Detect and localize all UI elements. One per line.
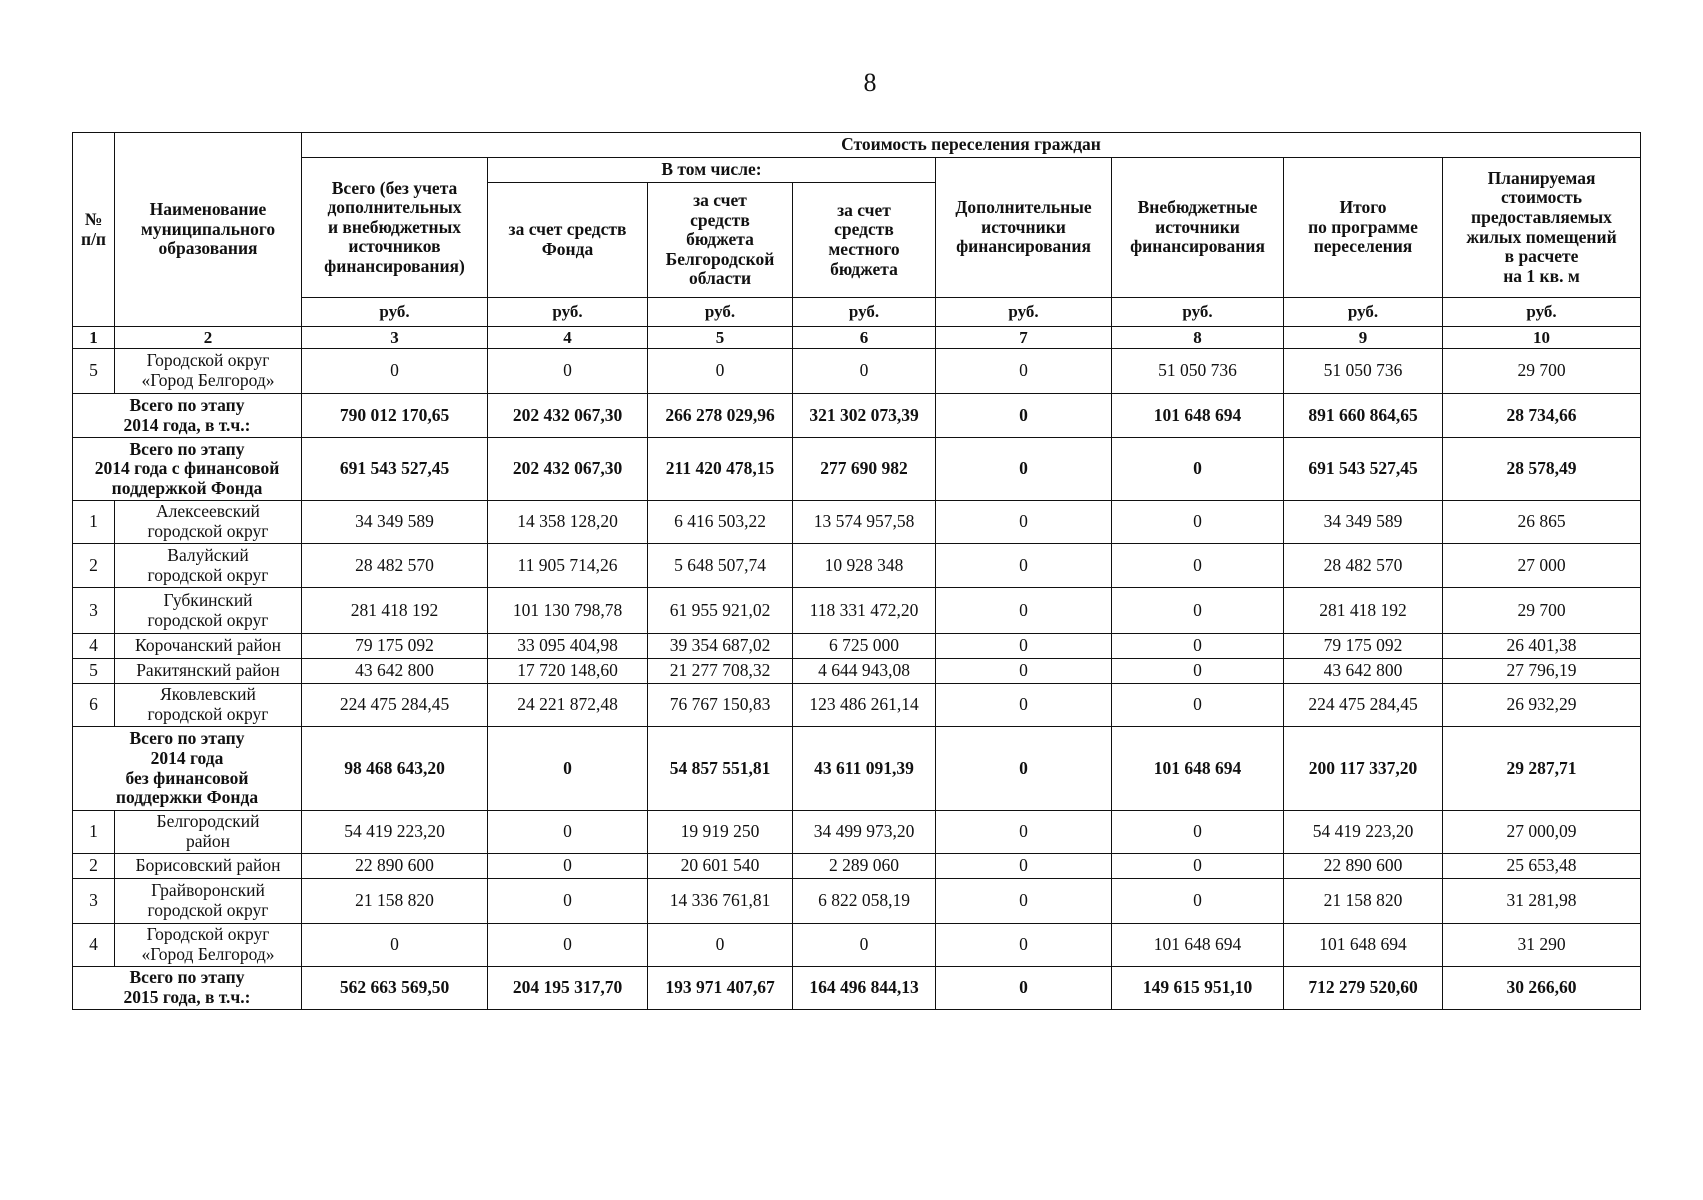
table-row <box>73 659 1641 684</box>
row-number: 1 <box>73 811 115 854</box>
value-cell: 0 <box>936 727 1112 811</box>
municipality-name: Губкинский городской округ <box>115 588 302 634</box>
column-number: 6 <box>793 327 936 349</box>
value-cell: 691 543 527,45 <box>1284 438 1443 501</box>
value-cell: 54 419 223,20 <box>1284 811 1443 854</box>
value-cell: 43 642 800 <box>302 659 488 684</box>
column-number: 10 <box>1443 327 1641 349</box>
table-row <box>73 879 1641 924</box>
summary-row <box>73 967 1641 1010</box>
header-region-text: за счет средств бюджета Белгородской области <box>665 190 775 289</box>
value-cell: 51 050 736 <box>1284 349 1443 394</box>
summary-row <box>73 394 1641 438</box>
summary-label: Всего по этапу 2014 года без финансовой поддержки Фонда <box>73 727 302 811</box>
value-cell: 4 644 943,08 <box>793 659 936 684</box>
row-number: 3 <box>73 879 115 924</box>
value-cell: 101 648 694 <box>1112 394 1284 438</box>
value-cell: 29 287,71 <box>1443 727 1641 811</box>
unit-cell <box>793 298 936 327</box>
table-row <box>73 811 1641 854</box>
value-cell: 54 419 223,20 <box>302 811 488 854</box>
page-number: 8 <box>863 68 877 97</box>
value-cell: 321 302 073,39 <box>793 394 936 438</box>
value-cell: 0 <box>488 924 648 967</box>
value-cell: 211 420 478,15 <box>648 438 793 501</box>
value-cell: 61 955 921,02 <box>648 588 793 634</box>
table-row <box>73 349 1641 394</box>
value-cell: 11 905 714,26 <box>488 544 648 588</box>
row-number: 4 <box>73 634 115 659</box>
unit-text: руб. <box>1347 302 1379 322</box>
table-row <box>73 544 1641 588</box>
unit-text: руб. <box>704 302 736 322</box>
value-cell: 22 890 600 <box>302 854 488 879</box>
value-cell: 224 475 284,45 <box>302 684 488 727</box>
municipality-name: Грайворонский городской округ <box>115 879 302 924</box>
value-cell: 31 281,98 <box>1443 879 1641 924</box>
value-cell: 202 432 067,30 <box>488 394 648 438</box>
summary-row <box>73 727 1641 811</box>
value-cell: 0 <box>1112 684 1284 727</box>
value-cell: 26 932,29 <box>1443 684 1641 727</box>
value-cell: 0 <box>1112 438 1284 501</box>
value-cell: 54 857 551,81 <box>648 727 793 811</box>
value-cell: 0 <box>1112 501 1284 544</box>
header-local-text: за счет средств местного бюджета <box>828 199 900 279</box>
value-cell: 43 611 091,39 <box>793 727 936 811</box>
unit-cell <box>1443 298 1641 327</box>
value-cell: 0 <box>1112 634 1284 659</box>
value-cell: 0 <box>793 349 936 394</box>
row-number: 6 <box>73 684 115 727</box>
value-cell: 34 349 589 <box>302 501 488 544</box>
municipality-name: Корочанский район <box>115 634 302 659</box>
value-cell: 118 331 472,20 <box>793 588 936 634</box>
value-cell: 101 130 798,78 <box>488 588 648 634</box>
value-cell: 193 971 407,67 <box>648 967 793 1010</box>
value-cell: 0 <box>1112 811 1284 854</box>
row-number: 5 <box>73 659 115 684</box>
summary-label: Всего по этапу 2014 года с финансовой поддержкой Фонда <box>73 438 302 501</box>
value-cell: 21 277 708,32 <box>648 659 793 684</box>
value-cell: 79 175 092 <box>302 634 488 659</box>
value-cell: 19 919 250 <box>648 811 793 854</box>
unit-text: руб. <box>1526 302 1557 322</box>
header-total-without <box>302 158 488 298</box>
value-cell: 0 <box>1112 588 1284 634</box>
value-cell: 21 158 820 <box>302 879 488 924</box>
value-cell: 6 416 503,22 <box>648 501 793 544</box>
value-cell: 39 354 687,02 <box>648 634 793 659</box>
unit-cell <box>648 298 793 327</box>
value-cell: 0 <box>648 349 793 394</box>
header-planned <box>1443 158 1641 298</box>
value-cell: 712 279 520,60 <box>1284 967 1443 1010</box>
value-cell: 101 648 694 <box>1284 924 1443 967</box>
value-cell: 51 050 736 <box>1112 349 1284 394</box>
value-cell: 28 482 570 <box>1284 544 1443 588</box>
value-cell: 691 543 527,45 <box>302 438 488 501</box>
header-planned-text: Планируемая стоимость предоставляемых жилых помещений в расчете на 1 кв. м <box>1466 167 1617 286</box>
value-cell: 277 690 982 <box>793 438 936 501</box>
header-additional-text: Дополнительные источники финансирования <box>955 197 1092 257</box>
value-cell: 24 221 872,48 <box>488 684 648 727</box>
table-row <box>73 634 1641 659</box>
municipality-name: Яковлевский городской округ <box>115 684 302 727</box>
table-row <box>73 588 1641 634</box>
value-cell: 149 615 951,10 <box>1112 967 1284 1010</box>
municipality-name: Алексеевский городской округ <box>115 501 302 544</box>
value-cell: 0 <box>936 588 1112 634</box>
value-cell: 27 000 <box>1443 544 1641 588</box>
value-cell: 0 <box>936 634 1112 659</box>
header-num <box>73 133 115 327</box>
value-cell: 101 648 694 <box>1112 924 1284 967</box>
value-cell: 6 725 000 <box>793 634 936 659</box>
value-cell: 26 865 <box>1443 501 1641 544</box>
value-cell: 200 117 337,20 <box>1284 727 1443 811</box>
value-cell: 202 432 067,30 <box>488 438 648 501</box>
value-cell: 0 <box>488 854 648 879</box>
value-cell: 28 482 570 <box>302 544 488 588</box>
value-cell: 6 822 058,19 <box>793 879 936 924</box>
value-cell: 224 475 284,45 <box>1284 684 1443 727</box>
value-cell: 27 000,09 <box>1443 811 1641 854</box>
resettlement-cost-table <box>72 132 1641 1010</box>
value-cell: 0 <box>1112 879 1284 924</box>
value-cell: 0 <box>488 727 648 811</box>
unit-cell <box>302 298 488 327</box>
unit-text: руб. <box>1008 302 1039 322</box>
value-cell: 0 <box>488 349 648 394</box>
column-number: 1 <box>73 327 115 349</box>
municipality-name: Белгородский район <box>115 811 302 854</box>
value-cell: 0 <box>936 659 1112 684</box>
header-fund <box>488 183 648 298</box>
municipality-name: Борисовский район <box>115 854 302 879</box>
value-cell: 0 <box>936 349 1112 394</box>
header-total-program-text: Итого по программе переселения <box>1308 197 1418 257</box>
value-cell: 0 <box>936 924 1112 967</box>
header-region <box>648 183 793 298</box>
value-cell: 34 349 589 <box>1284 501 1443 544</box>
unit-cell <box>1284 298 1443 327</box>
value-cell: 0 <box>936 879 1112 924</box>
header-fund-text: за счет средств Фонда <box>508 219 627 259</box>
value-cell: 164 496 844,13 <box>793 967 936 1010</box>
header-cost-group-text: Стоимость переселения граждан <box>841 134 1101 155</box>
unit-text: руб. <box>552 302 583 322</box>
column-number: 9 <box>1284 327 1443 349</box>
value-cell: 0 <box>1112 659 1284 684</box>
value-cell: 27 796,19 <box>1443 659 1641 684</box>
header-cost-group <box>302 133 1641 158</box>
value-cell: 0 <box>793 924 936 967</box>
header-num-text: № п/п <box>80 208 107 249</box>
value-cell: 204 195 317,70 <box>488 967 648 1010</box>
summary-label: Всего по этапу 2015 года, в т.ч.: <box>73 967 302 1010</box>
value-cell: 123 486 261,14 <box>793 684 936 727</box>
unit-text: руб. <box>1182 302 1213 322</box>
value-cell: 28 734,66 <box>1443 394 1641 438</box>
municipality-name: Ракитянский район <box>115 659 302 684</box>
value-cell: 0 <box>936 544 1112 588</box>
header-including-text: В том числе: <box>661 159 762 180</box>
value-cell: 43 642 800 <box>1284 659 1443 684</box>
unit-cell <box>488 298 648 327</box>
column-number: 3 <box>302 327 488 349</box>
value-cell: 0 <box>936 501 1112 544</box>
header-including <box>488 158 936 183</box>
table-row <box>73 684 1641 727</box>
table-body <box>73 349 1641 1010</box>
row-number: 2 <box>73 854 115 879</box>
value-cell: 0 <box>936 967 1112 1010</box>
value-cell: 17 720 148,60 <box>488 659 648 684</box>
column-number: 4 <box>488 327 648 349</box>
summary-label: Всего по этапу 2014 года, в т.ч.: <box>73 394 302 438</box>
row-number: 3 <box>73 588 115 634</box>
header-total-without-text: Всего (без учета дополнительных и внебюджетных источников финансирования) <box>324 177 465 276</box>
header-total-program <box>1284 158 1443 298</box>
value-cell: 10 928 348 <box>793 544 936 588</box>
column-number: 8 <box>1112 327 1284 349</box>
value-cell: 0 <box>648 924 793 967</box>
row-number: 1 <box>73 501 115 544</box>
value-cell: 31 290 <box>1443 924 1641 967</box>
value-cell: 29 700 <box>1443 349 1641 394</box>
header-local <box>793 183 936 298</box>
value-cell: 21 158 820 <box>1284 879 1443 924</box>
value-cell: 28 578,49 <box>1443 438 1641 501</box>
value-cell: 2 289 060 <box>793 854 936 879</box>
value-cell: 14 358 128,20 <box>488 501 648 544</box>
header-extrabudget <box>1112 158 1284 298</box>
value-cell: 0 <box>1112 544 1284 588</box>
value-cell: 0 <box>302 924 488 967</box>
value-cell: 30 266,60 <box>1443 967 1641 1010</box>
value-cell: 0 <box>936 438 1112 501</box>
value-cell: 281 418 192 <box>302 588 488 634</box>
header-name-text: Наименование муниципального образования <box>140 199 276 259</box>
table-row <box>73 854 1641 879</box>
value-cell: 22 890 600 <box>1284 854 1443 879</box>
column-number: 7 <box>936 327 1112 349</box>
value-cell: 0 <box>488 879 648 924</box>
value-cell: 25 653,48 <box>1443 854 1641 879</box>
value-cell: 13 574 957,58 <box>793 501 936 544</box>
value-cell: 0 <box>936 394 1112 438</box>
unit-cell <box>1112 298 1284 327</box>
value-cell: 790 012 170,65 <box>302 394 488 438</box>
municipality-name: Валуйский городской округ <box>115 544 302 588</box>
value-cell: 26 401,38 <box>1443 634 1641 659</box>
value-cell: 101 648 694 <box>1112 727 1284 811</box>
value-cell: 891 660 864,65 <box>1284 394 1443 438</box>
value-cell: 0 <box>936 854 1112 879</box>
value-cell: 281 418 192 <box>1284 588 1443 634</box>
header-additional <box>936 158 1112 298</box>
value-cell: 14 336 761,81 <box>648 879 793 924</box>
value-cell: 29 700 <box>1443 588 1641 634</box>
table-row <box>73 501 1641 544</box>
row-number: 2 <box>73 544 115 588</box>
value-cell: 0 <box>302 349 488 394</box>
value-cell: 5 648 507,74 <box>648 544 793 588</box>
value-cell: 0 <box>936 684 1112 727</box>
unit-text: руб. <box>848 302 880 322</box>
value-cell: 0 <box>936 811 1112 854</box>
value-cell: 0 <box>1112 854 1284 879</box>
value-cell: 266 278 029,96 <box>648 394 793 438</box>
municipality-name: Городской округ «Город Белгород» <box>115 924 302 967</box>
value-cell: 562 663 569,50 <box>302 967 488 1010</box>
column-number: 2 <box>115 327 302 349</box>
municipality-name: Городской округ «Город Белгород» <box>115 349 302 394</box>
value-cell: 98 468 643,20 <box>302 727 488 811</box>
summary-row <box>73 438 1641 501</box>
header-name <box>115 133 302 327</box>
table-row <box>73 924 1641 967</box>
value-cell: 34 499 973,20 <box>793 811 936 854</box>
value-cell: 76 767 150,83 <box>648 684 793 727</box>
header-extrabudget-text: Внебюджетные источники финансирования <box>1130 197 1265 257</box>
value-cell: 33 095 404,98 <box>488 634 648 659</box>
value-cell: 0 <box>488 811 648 854</box>
value-cell: 20 601 540 <box>648 854 793 879</box>
unit-cell <box>936 298 1112 327</box>
value-cell: 79 175 092 <box>1284 634 1443 659</box>
row-number: 5 <box>73 349 115 394</box>
column-number: 5 <box>648 327 793 349</box>
row-number: 4 <box>73 924 115 967</box>
unit-text: руб. <box>379 302 410 322</box>
